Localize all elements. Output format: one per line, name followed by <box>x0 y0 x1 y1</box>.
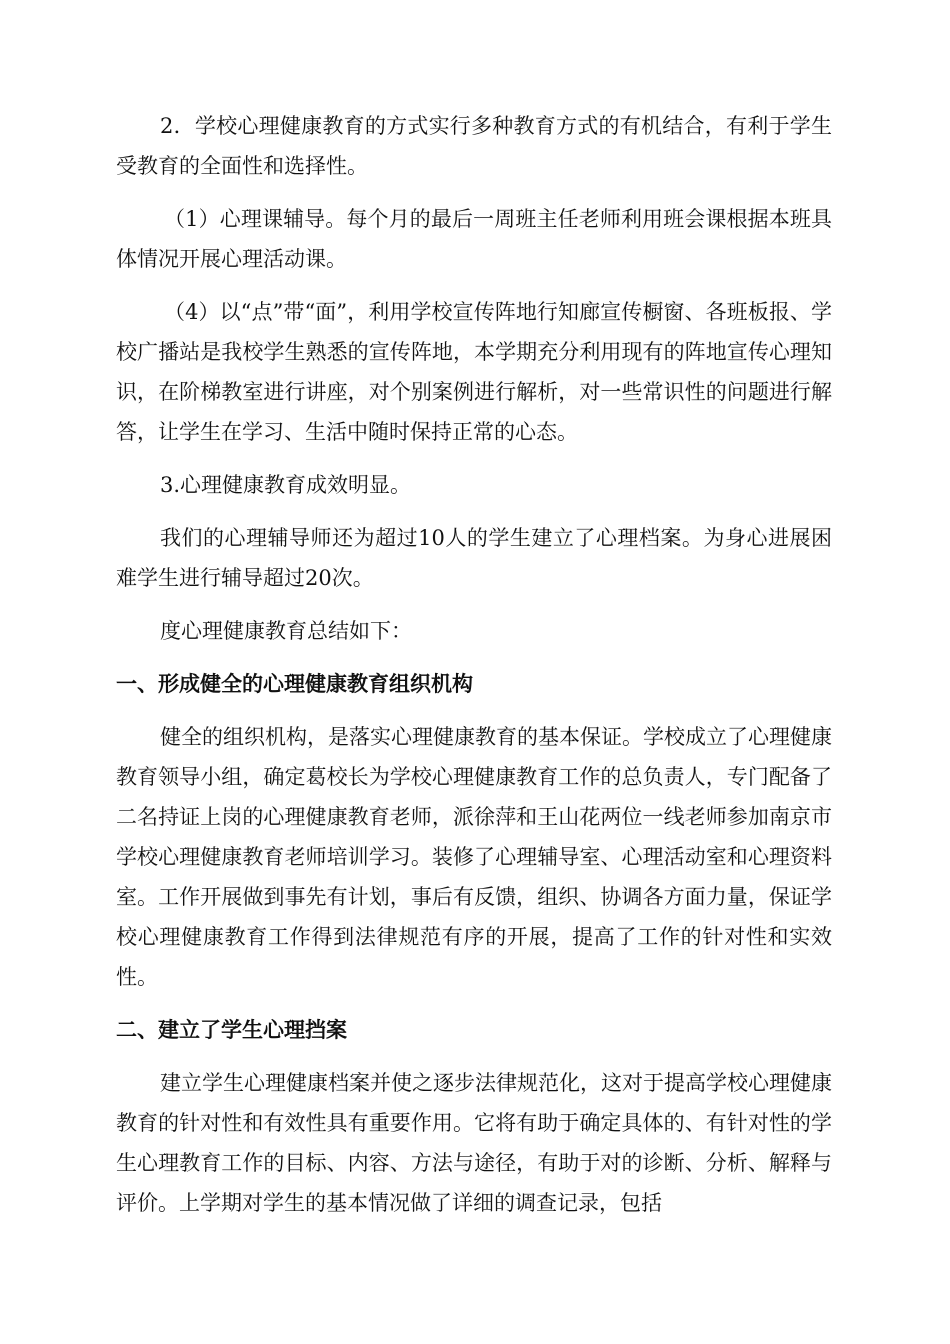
paragraph-education-methods: 2．学校心理健康教育的方式实行多种教育方式的有机结合，有利于学生受教育的全面性和选择性。 <box>116 114 832 178</box>
section-body-organization: 健全的组织机构，是落实心理健康教育的基本保证。学校成立了心理健康教育领导小组，确定葛校长为学校心理健康教育工作的总负责人，专门配备了二名持证上岗的心理健康教育老师，派徐萍和王山花两位一线老师参加南京市学校心理健康教育老师培训学习。装修了心理辅导室、心理活动室和心理资料室。工作开展做到事先有计划，事后有反馈，组织、协调各方面力量，保证学校心理健康教育工作得到法律规范有序的开展，提高了工作的针对性和实效性。 <box>116 725 832 989</box>
paragraph-archives-count: 我们的心理辅导师还为超过10人的学生建立了心理档案。为身心进展困难学生进行辅导超过20次。 <box>116 526 832 590</box>
section-heading-organization: 一、形成健全的心理健康教育组织机构 <box>116 672 473 696</box>
paragraph-results: 3.心理健康教育成效明显。 <box>160 473 412 497</box>
section-heading-archives: 二、建立了学生心理挡案 <box>116 1018 347 1042</box>
document-body <box>116 106 832 1223</box>
paragraph-summary-intro: 度心理健康教育总结如下： <box>160 619 412 643</box>
paragraph-publicity: （4）以“点”带“面”，利用学校宣传阵地行知廊宣传橱窗、各班板报、学校广播站是我校学生熟悉的宣传阵地，本学期充分利用现有的阵地宣传心理知识，在阶梯教室进行讲座，对个别案例进行解析，对一些常识性的问题进行解答，让学生在学习、生活中随时保持正常的心态。 <box>116 300 832 444</box>
paragraph-psych-class: （1）心理课辅导。每个月的最后一周班主任老师利用班会课根据本班具体情况开展心理活动课。 <box>116 207 832 271</box>
section-body-archives: 建立学生心理健康档案并使之逐步法律规范化，这对于提高学校心理健康教育的针对性和有效性具有重要作用。它将有助于确定具体的、有针对性的学生心理教育工作的目标、内容、方法与途径，有助于对的诊断、分析、解释与评价。上学期对学生的基本情况做了详细的调查记录，包括 <box>116 1071 832 1215</box>
